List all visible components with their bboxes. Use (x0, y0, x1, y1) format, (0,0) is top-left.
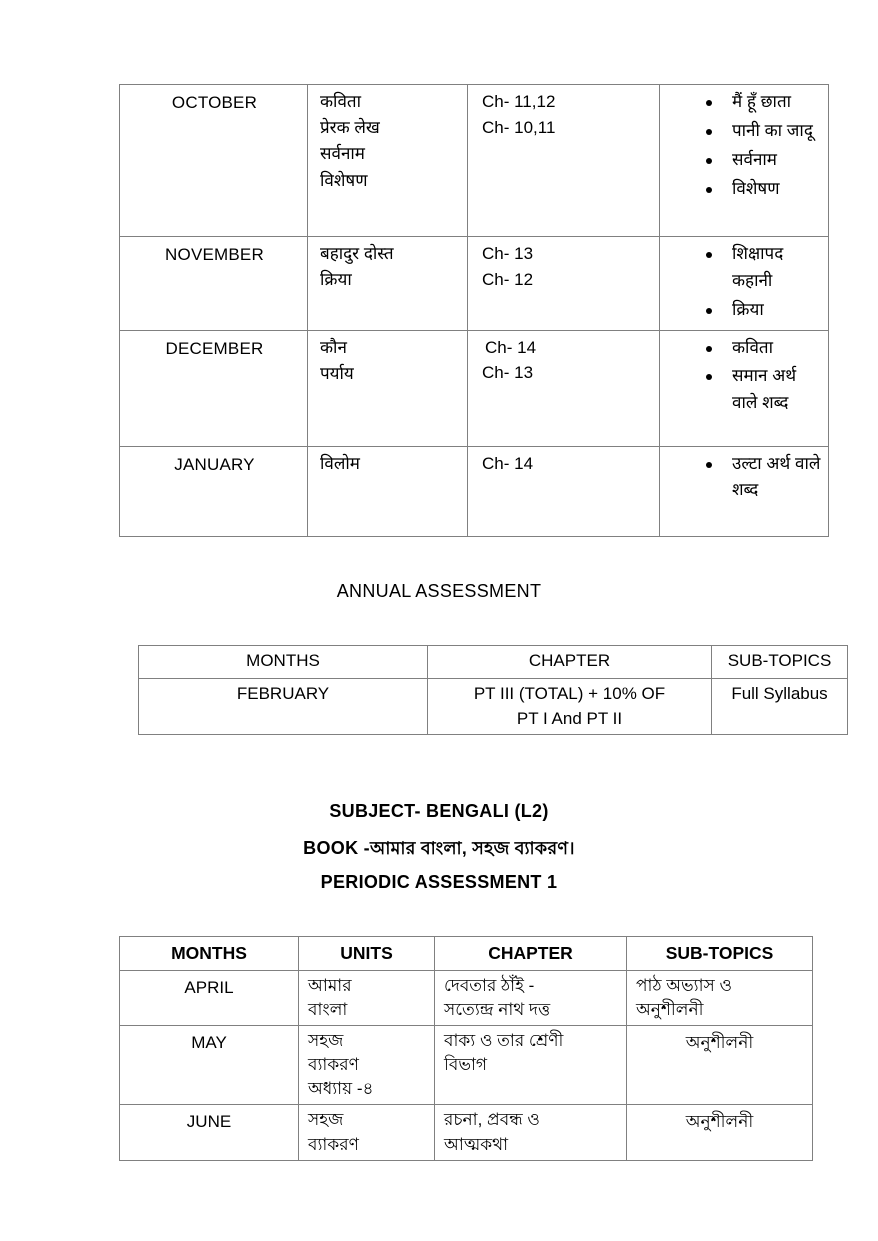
list-item: कविता (706, 335, 822, 362)
table-row (120, 970, 813, 1025)
unit-line: बहादुर दोस्त (320, 244, 394, 263)
cell-month: NOVEMBER (120, 237, 308, 331)
table-header-row (139, 646, 848, 679)
subject-title: SUBJECT- BENGALI (L2) (329, 801, 549, 821)
cell-subtopics (627, 1105, 813, 1160)
cell-subtopics: Full Syllabus (712, 679, 848, 735)
cell-month: DECEMBER (120, 330, 308, 446)
unit-line: विशेषण (320, 170, 368, 190)
subtopic-list (664, 241, 822, 324)
unit-line: ব্যাকরণ (308, 1055, 359, 1075)
bengali-syllabus-table (119, 936, 813, 1161)
list-item: मैं हूँ छाता (706, 89, 822, 116)
cell-subtopics (660, 237, 829, 331)
list-item: समान अर्थ वाले शब्द (706, 363, 822, 417)
chapter-line: PT I And PT II (516, 708, 623, 728)
column-header-units: UNITS (299, 937, 435, 971)
unit-line: सर्वनाम (320, 144, 365, 164)
column-header-chapter: CHAPTER (428, 646, 712, 679)
list-item: उल्टा अर्थ वाले शब्द (706, 451, 822, 505)
chapter-line: বাক্য ও তার শ্রেণী (444, 1031, 564, 1051)
subtopic-line: পাঠ অভ্যাস ও (636, 975, 732, 995)
column-header-subtopics: SUB-TOPICS (712, 646, 848, 679)
cell-units (308, 446, 468, 536)
subtopic-list (664, 335, 822, 418)
cell-month: OCTOBER (120, 85, 308, 237)
cell-month: JANUARY (120, 446, 308, 536)
chapter-line: সত্যেন্দ্র নাথ দত্ত (444, 999, 551, 1019)
cell-subtopics (660, 85, 829, 237)
chapter-line: দেবতার ঠাঁই - (444, 975, 535, 995)
chapter-line: বিভাগ (444, 1055, 488, 1075)
subtopic-line: অনুশীলনী (685, 1112, 754, 1132)
chapter-line: PT III (TOTAL) + 10% OF (473, 684, 666, 703)
list-item: शिक्षापद कहानी (706, 241, 822, 295)
list-item: पानी का जादू (706, 118, 822, 145)
book-title (0, 836, 878, 865)
unit-line: সহজ (308, 1031, 344, 1051)
subtopic-line: অনুশীলনী (636, 999, 704, 1019)
table-header-row (120, 937, 813, 971)
chapter-line: Ch- 12 (482, 269, 534, 289)
column-header-months: MONTHS (139, 646, 428, 679)
cell-subtopics (660, 330, 829, 446)
cell-month: APRIL (120, 970, 299, 1025)
cell-chapter (435, 970, 627, 1025)
book-name: আমার বাংলা, সহজ ব্যাকরণ। (369, 838, 575, 858)
cell-month: FEBRUARY (139, 679, 428, 735)
table-row (120, 1026, 813, 1105)
chapter-line: আত্মকথা (444, 1134, 509, 1154)
chapter-line: Ch- 14 (485, 337, 537, 357)
cell-chapter (435, 1026, 627, 1105)
unit-line: कविता (320, 92, 362, 111)
column-header-months: MONTHS (120, 937, 299, 971)
book-label: BOOK - (303, 838, 370, 858)
table-row (120, 330, 829, 446)
chapter-line: Ch- 13 (482, 244, 534, 263)
cell-chapter (428, 679, 712, 735)
list-item: सर्वनाम (706, 147, 822, 174)
table-row (120, 85, 829, 237)
chapter-line: রচনা, প্রবন্ধ ও (444, 1110, 540, 1130)
column-header-chapter: CHAPTER (435, 937, 627, 971)
unit-line: সহজ (308, 1110, 344, 1130)
table-row (120, 1105, 813, 1160)
cell-units (308, 237, 468, 331)
cell-chapter (468, 330, 660, 446)
cell-units (308, 85, 468, 237)
unit-line: कौन (320, 337, 347, 357)
cell-chapter (468, 237, 660, 331)
unit-line: विलोम (320, 453, 360, 473)
cell-units (299, 970, 435, 1025)
hindi-syllabus-table (119, 84, 829, 537)
cell-chapter (468, 85, 660, 237)
cell-units (308, 330, 468, 446)
chapter-line: Ch- 13 (482, 363, 534, 383)
cell-subtopics (627, 1026, 813, 1105)
table-row (120, 237, 829, 331)
chapter-line: Ch- 10,11 (482, 117, 556, 137)
unit-line: অধ্যায় -৪ (308, 1079, 374, 1099)
unit-line: বাংলা (308, 999, 348, 1019)
subtopic-list (664, 451, 822, 505)
cell-month: MAY (120, 1026, 299, 1105)
cell-subtopics (627, 970, 813, 1025)
unit-line: ব্যাকরণ (308, 1134, 359, 1154)
cell-subtopics (660, 446, 829, 536)
subtopic-line: অনুশীলনী (685, 1033, 754, 1053)
cell-chapter (468, 446, 660, 536)
unit-line: प्रेरक लेख (320, 118, 380, 138)
annual-assessment-title: ANNUAL ASSESSMENT (336, 581, 542, 601)
column-header-subtopics: SUB-TOPICS (627, 937, 813, 971)
chapter-line: Ch- 11,12 (482, 92, 556, 111)
periodic-assessment-title: PERIODIC ASSESSMENT 1 (320, 872, 558, 892)
table-row (139, 679, 848, 735)
cell-units (299, 1026, 435, 1105)
annual-assessment-table (138, 645, 848, 735)
chapter-line: Ch- 14 (482, 453, 534, 473)
unit-line: पर्याय (320, 363, 354, 383)
cell-chapter (435, 1105, 627, 1160)
table-row (120, 446, 829, 536)
list-item: क्रिया (706, 297, 822, 324)
cell-month: JUNE (120, 1105, 299, 1160)
list-item: विशेषण (706, 176, 822, 203)
cell-units (299, 1105, 435, 1160)
subtopic-list (664, 89, 822, 202)
unit-line: আমার (308, 975, 352, 995)
unit-line: क्रिया (320, 270, 352, 290)
